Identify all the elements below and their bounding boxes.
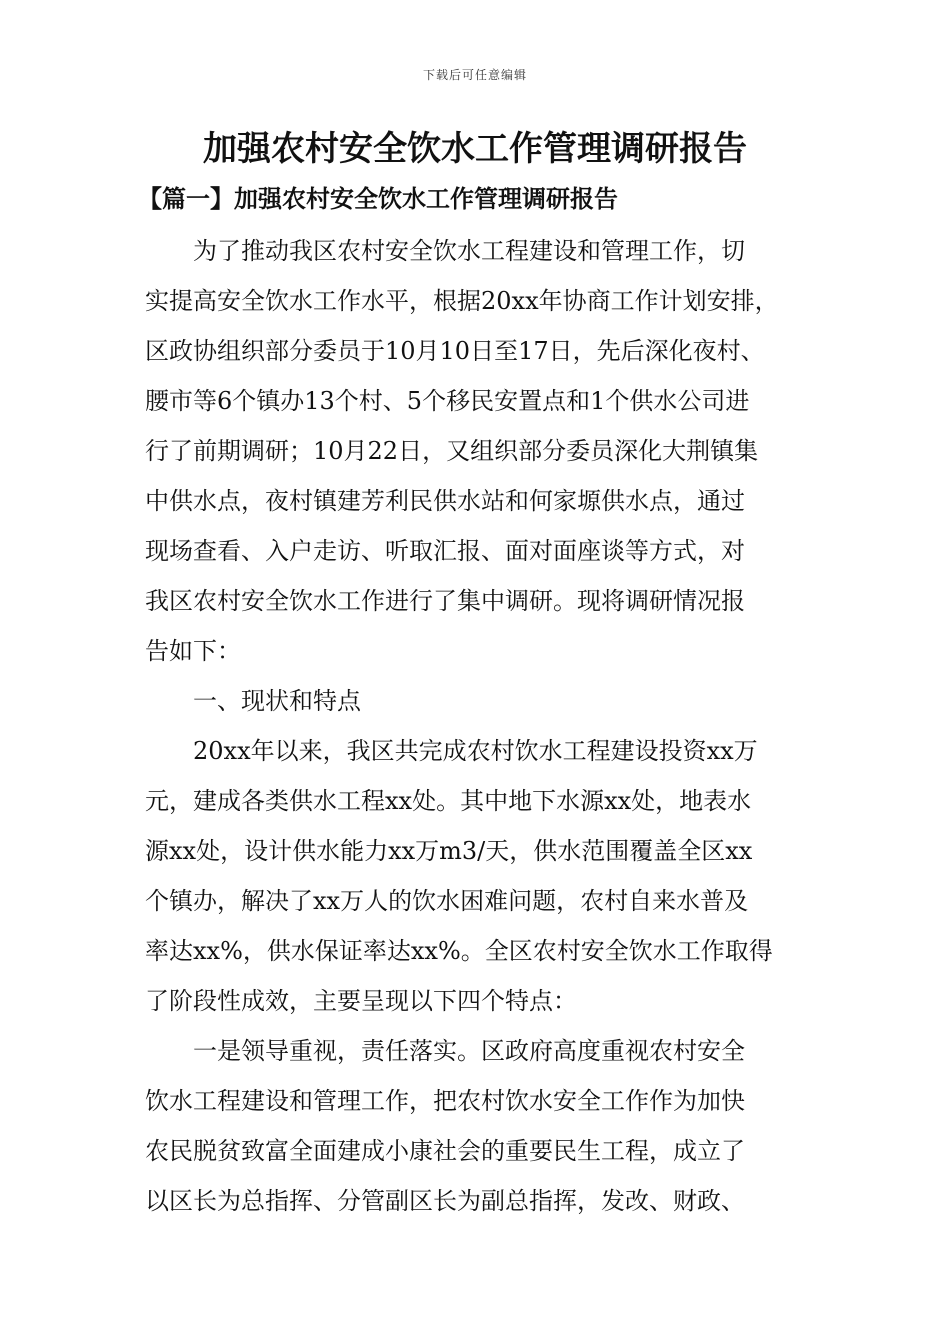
header-note: 下载后可任意编辑 (422, 68, 527, 82)
paragraph-line: 率达xx%，供水保证率达xx%。全区农村安全饮水工作取得 (145, 937, 773, 965)
body-text (145, 226, 825, 1226)
paragraph-line: 个镇办，解决了xx万人的饮水困难问题，农村自来水普及 (145, 887, 749, 915)
paragraph-line: 行了前期调研；10月22日，又组织部分委员深化大荆镇集 (145, 437, 759, 465)
paragraph-line: 中供水点，夜村镇建芳利民供水站和何家塬供水点，通过 (145, 487, 745, 515)
paragraph-line: 腰市等6个镇办13个村、5个移民安置点和1个供水公司进 (145, 387, 750, 415)
paragraph-line: 实提高安全饮水工作水平，根据20xx年协商工作计划安排， (145, 287, 779, 315)
paragraph-line: 农民脱贫致富全面建成小康社会的重要民生工程，成立了 (145, 1137, 745, 1165)
paragraph-line: 区政协组织部分委员于10月10日至17日，先后深化夜村、 (145, 337, 765, 365)
paragraph-line: 源xx处，设计供水能力xx万m3/天，供水范围覆盖全区xx (145, 837, 753, 865)
paragraph-line: 为了推动我区农村安全饮水工程建设和管理工作，切 (193, 237, 745, 265)
paragraph-line: 了阶段性成效，主要呈现以下四个特点： (145, 987, 577, 1015)
document-title: 加强农村安全饮水工作管理调研报告 (203, 129, 747, 169)
paragraph-line: 元，建成各类供水工程xx处。其中地下水源xx处，地表水 (145, 787, 752, 815)
paragraph-line: 饮水工程建设和管理工作，把农村饮水安全工作作为加快 (145, 1087, 745, 1115)
paragraph-line: 20xx年以来，我区共完成农村饮水工程建设投资xx万 (193, 737, 758, 765)
section-heading: 【篇一】加强农村安全饮水工作管理调研报告 (138, 184, 618, 213)
paragraph-line: 我区农村安全饮水工作进行了集中调研。现将调研情况报 (145, 587, 745, 615)
paragraph-line: 现场查看、入户走访、听取汇报、面对面座谈等方式，对 (145, 537, 745, 565)
paragraph-line: 一是领导重视，责任落实。区政府高度重视农村安全 (193, 1037, 745, 1065)
paragraph-line: 以区长为总指挥、分管副区长为副总指挥，发改、财政、 (145, 1187, 745, 1215)
subheading-line: 一、现状和特点 (193, 687, 361, 715)
paragraph-line: 告如下： (145, 637, 241, 665)
